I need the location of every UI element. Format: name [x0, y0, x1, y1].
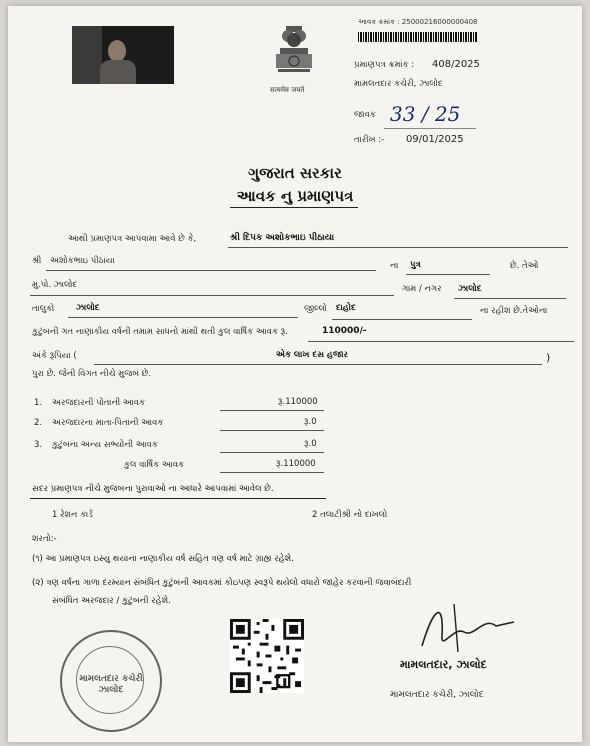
barcode-text: આવક ક્રમાંક : 25000216000000408	[358, 18, 478, 26]
words-suffix: )	[546, 351, 551, 364]
chhe-teo: છે. તેઓ	[510, 261, 539, 271]
date-label: તારીખ :-	[354, 135, 385, 145]
rahish-text: ના રહીશ છે.તેઓના	[480, 306, 548, 316]
row-value: રૂ.0	[304, 439, 317, 449]
row-value: રૂ.110000	[278, 397, 318, 407]
signature	[414, 596, 524, 656]
emblem-caption: सत्यमेव जयते	[270, 86, 305, 94]
row-label: અરજદારની પોતાની આવક	[52, 398, 146, 408]
qr-code	[230, 619, 304, 693]
applicant-name: શ્રી દિપક અશોકભાઇ પીઠાયા	[230, 233, 335, 243]
stamp-text: મામલતદાર કચેરી ઝાલોદ	[79, 674, 143, 695]
evidence-item-1: 1 રેશન કાર્ડ	[52, 510, 93, 520]
conditions-heading: શરતો:-	[32, 534, 57, 544]
father-name: અશોકભાઇ પીઠાયા	[50, 256, 115, 266]
certificate-no: 408/2025	[432, 59, 480, 70]
evidence-item-2: 2 તલાટીશ્રી નો દાખલો	[312, 510, 388, 520]
date-value: 09/01/2025	[406, 134, 464, 145]
applicant-photo	[72, 26, 174, 84]
certificate-paper	[8, 6, 582, 742]
signatory-title: મામલતદાર, ઝાલોદ	[400, 658, 487, 671]
total-value: રૂ.110000	[276, 459, 316, 469]
row-num: 2.	[34, 418, 43, 428]
income-amount: 110000/-	[322, 326, 367, 336]
row-num: 3.	[34, 440, 43, 450]
income-line-prefix: કુટુંબની ગત નાણાકીય વર્ષની તમામ સાધનો માંથી થતી કુલ વાર્ષિક આવક રૂ.	[32, 327, 288, 337]
national-emblem-icon	[266, 22, 322, 86]
row-label: અરજદારના માતા-પિતાની આવક	[52, 418, 164, 428]
condition-1: (૧) આ પ્રમાણપત્ર ઇસ્યુ થયાના નાણાકીય વર્ષ સહિત ત્રણ વર્ષ માટે ગ્રાહ્ય રહેશે.	[32, 554, 294, 564]
gam-nagar-label: ગામ / નગર	[402, 284, 442, 294]
gam-nagar: ઝાલોદ	[458, 284, 482, 294]
certificate-title: આવક નુ પ્રમાણપત્ર	[236, 187, 354, 205]
taluka-label: તાલુકો	[32, 304, 55, 314]
barcode	[358, 32, 478, 42]
income-words: એક લાખ દસ હજાર	[276, 350, 348, 360]
office-line: મામલતદાર કચેરી, ઝાલોદ	[354, 79, 443, 89]
words-prefix: અંકે રૂપિયા (	[32, 351, 77, 361]
jawak-label: જાવક	[354, 110, 376, 120]
jillo: દાહોદ	[336, 303, 356, 313]
certificate-no-label: પ્રમાણપત્ર ક્રમાંક :	[354, 60, 415, 70]
evidence-heading: સદર પ્રમાણપત્ર નીચે મુજબના પુરાવાઓ ના આધારે આપવામાં આવેલ છે.	[32, 484, 274, 494]
taluka: ઝાલોદ	[76, 303, 100, 313]
row-label: કુટુંબના અન્ય સભ્યોની આવક	[52, 440, 158, 450]
shri-label: શ્રી	[32, 256, 42, 266]
mupo: મુ.પો. ઝાલોદ	[32, 280, 78, 290]
total-label: કુલ વાર્ષિક આવક	[124, 460, 184, 470]
na-label: ના	[390, 261, 399, 271]
row-num: 1.	[34, 398, 43, 408]
page-title: ગુજરાત સરકાર	[248, 164, 342, 182]
details-line: પુરા છે. જેની વિગત નીચે મુજબ છે.	[32, 369, 152, 379]
signatory-office: મામલતદાર કચેરી, ઝાલોદ	[390, 690, 484, 700]
row-value: રૂ.0	[304, 417, 317, 427]
jillo-label: જીલ્લો	[304, 304, 328, 314]
condition-2-cont: સંબંધિત અરજદાર / કુટુંબની રહેશે.	[52, 596, 171, 606]
office-stamp	[60, 630, 162, 732]
intro-text: આથી પ્રમાણપત્ર આપવામા આવે છે કે,	[68, 234, 197, 244]
jawak-number: 33 / 25	[390, 102, 461, 126]
condition-2: (૨) ત્રણ વર્ષના ગાળા દરમ્યાન સંબંધિત કુટુંબની આવકમાં કોઇપણ સ્વરૂપે થયેલો વધારો જાહેર કરવાની જવાબદારી	[32, 578, 412, 588]
relation: પુત્ર	[410, 260, 421, 270]
